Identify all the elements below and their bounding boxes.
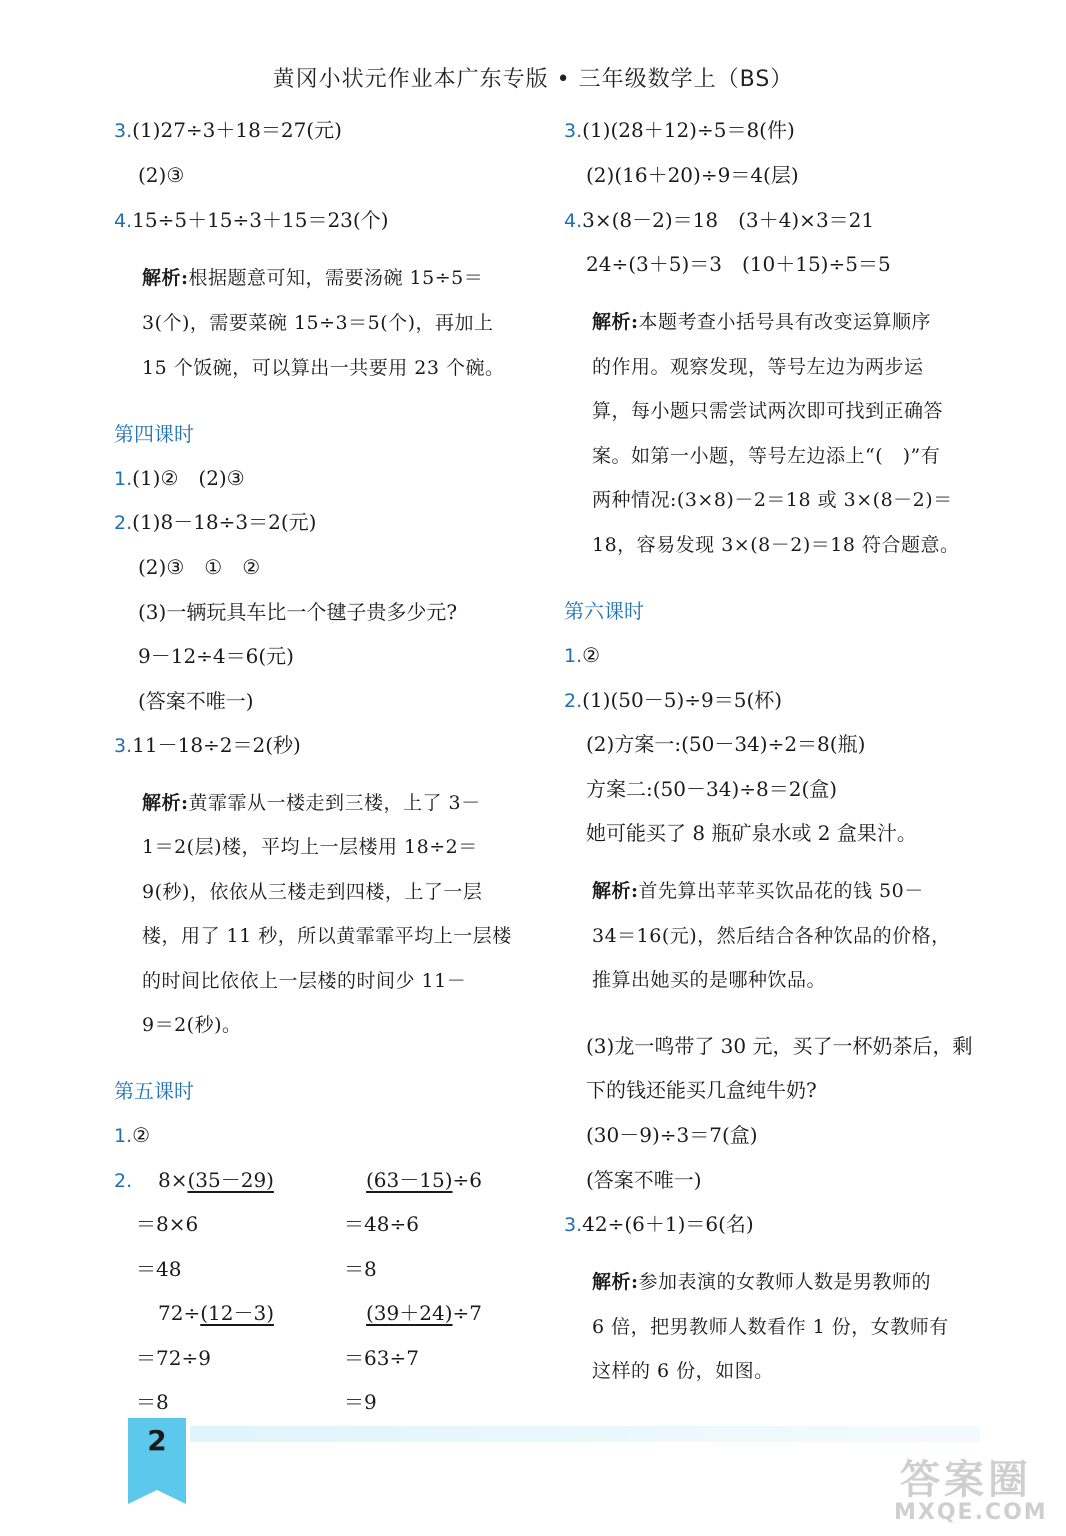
calc-line: ＝8 (136, 1390, 169, 1414)
explanation-line: 1＝2(层)楼，平均上一层楼用 18÷2＝ (142, 836, 478, 858)
explanation-line: 的时间比依依上一层楼的时间少 11－ (142, 970, 467, 992)
explanation-line: 解析:首先算出苹苹买饮品花的钱 50－ (592, 880, 924, 902)
answer-line: 2.(1)8－18÷3＝2(元) (114, 510, 317, 534)
section-title: 第五课时 (114, 1079, 194, 1103)
explanation-line: 6 倍，把男教师人数看作 1 份，女教师有 (592, 1316, 949, 1338)
answer-line: 1.② (564, 643, 601, 667)
explanation-line: 9(秒)，依依从三楼走到四楼，上了一层 (142, 881, 483, 903)
section-title: 第六课时 (564, 599, 644, 623)
answer-line: 24÷(3＋5)＝3 (10＋15)÷5＝5 (586, 252, 891, 276)
answer-line: 1.(1)② (2)③ (114, 466, 245, 490)
answer-line: 3.(1)27÷3＋18＝27(元) (114, 118, 342, 142)
page-number: 2 (147, 1424, 167, 1457)
calc-line: 8×(35－29) (158, 1168, 274, 1192)
watermark-text: 答案圈 (900, 1457, 1032, 1503)
explanation-line: 3(个)，需要菜碗 15÷3＝5(个)，再加上 (142, 312, 494, 334)
explanation-line: 9＝2(秒)。 (142, 1014, 242, 1036)
watermark-logo (888, 1448, 1058, 1528)
calc-line: ＝8×6 (136, 1212, 199, 1236)
explanation-line: 15 个饭碗，可以算出一共要用 23 个碗。 (142, 357, 505, 379)
calc-line: ＝63÷7 (344, 1346, 419, 1370)
calc-line: ＝48 (136, 1257, 182, 1281)
calc-line: ＝9 (344, 1390, 377, 1414)
calc-line: ＝72÷9 (136, 1346, 211, 1370)
explanation-line: 案。如第一小题，等号左边添上“( )”有 (592, 445, 941, 467)
answer-line: (3)一辆玩具车比一个毽子贵多少元? (138, 600, 458, 624)
footer-bar (190, 1426, 980, 1442)
explanation-line: 解析:参加表演的女教师人数是男教师的 (592, 1271, 932, 1293)
answer-line: 下的钱还能买几盒纯牛奶? (586, 1078, 817, 1102)
explanation-line: 推算出她买的是哪种饮品。 (592, 969, 827, 991)
calc-line: ＝8 (344, 1257, 377, 1281)
answer-line: (答案不唯一) (138, 689, 254, 713)
page-number-tab (128, 1418, 186, 1490)
explanation-line: 两种情况:(3×8)－2＝18 或 3×(8－2)＝ (592, 489, 953, 511)
answer-line: 2.(1)(50－5)÷9＝5(杯) (564, 688, 783, 712)
answer-line: (2)③ (138, 163, 185, 187)
explanation-line: 18，容易发现 3×(8－2)＝18 符合题意。 (592, 534, 960, 556)
answer-line: (2)③ ① ② (138, 555, 261, 579)
answer-line: 方案二:(50－34)÷8＝2(盒) (586, 777, 838, 801)
explanation-line: 的作用。观察发现，等号左边为两步运 (592, 356, 924, 378)
explanation-line: 34＝16(元)，然后结合各种饮品的价格， (592, 925, 951, 947)
answer-line: 她可能买了 8 瓶矿泉水或 2 盒果汁。 (586, 821, 917, 845)
answer-line: 3.11－18÷2＝2(秒) (114, 733, 301, 757)
explanation-line: 算，每小题只需尝试两次即可找到正确答 (592, 400, 944, 422)
answer-line: 4.15÷5＋15÷3＋15＝23(个) (114, 208, 389, 232)
explanation-line: 解析:根据题意可知，需要汤碗 15÷5＝ (142, 267, 484, 289)
explanation-line: 解析:黄霏霏从一楼走到三楼，上了 3－ (142, 792, 481, 814)
calc-line: ＝48÷6 (344, 1212, 419, 1236)
explanation-line: 解析:本题考查小括号具有改变运算顺序 (592, 311, 932, 333)
calc-line: (39＋24)÷7 (366, 1301, 482, 1325)
answer-line: (30－9)÷3＝7(盒) (586, 1123, 758, 1147)
explanation-line: 这样的 6 份，如图。 (592, 1360, 774, 1382)
page-header: 黄冈小状元作业本广东专版 • 三年级数学上（BS） (272, 67, 794, 92)
watermark-url: MXQE.COM (894, 1500, 1048, 1525)
answer-line: (2)方案一:(50－34)÷2＝8(瓶) (586, 732, 866, 756)
explanation-line: 楼，用了 11 秒，所以黄霏霏平均上一层楼 (142, 925, 512, 947)
answer-line: (3)龙一鸣带了 30 元，买了一杯奶茶后，剩 (586, 1034, 973, 1058)
section-title: 第四课时 (114, 422, 194, 446)
answer-line: (答案不唯一) (586, 1168, 702, 1192)
answer-line: 9－12÷4＝6(元) (138, 644, 294, 668)
answer-line: (2)(16＋20)÷9＝4(层) (586, 163, 799, 187)
calc-line: (63－15)÷6 (366, 1168, 482, 1192)
answer-line: 1.② (114, 1123, 151, 1147)
answer-line: 2. (114, 1170, 133, 1192)
calc-line: 72÷(12－3) (158, 1301, 274, 1325)
answer-line: 4.3×(8－2)＝18 (3＋4)×3＝21 (564, 208, 875, 232)
answer-line: 3.(1)(28＋12)÷5＝8(件) (564, 118, 795, 142)
answer-line: 3.42÷(6＋1)＝6(名) (564, 1212, 754, 1236)
